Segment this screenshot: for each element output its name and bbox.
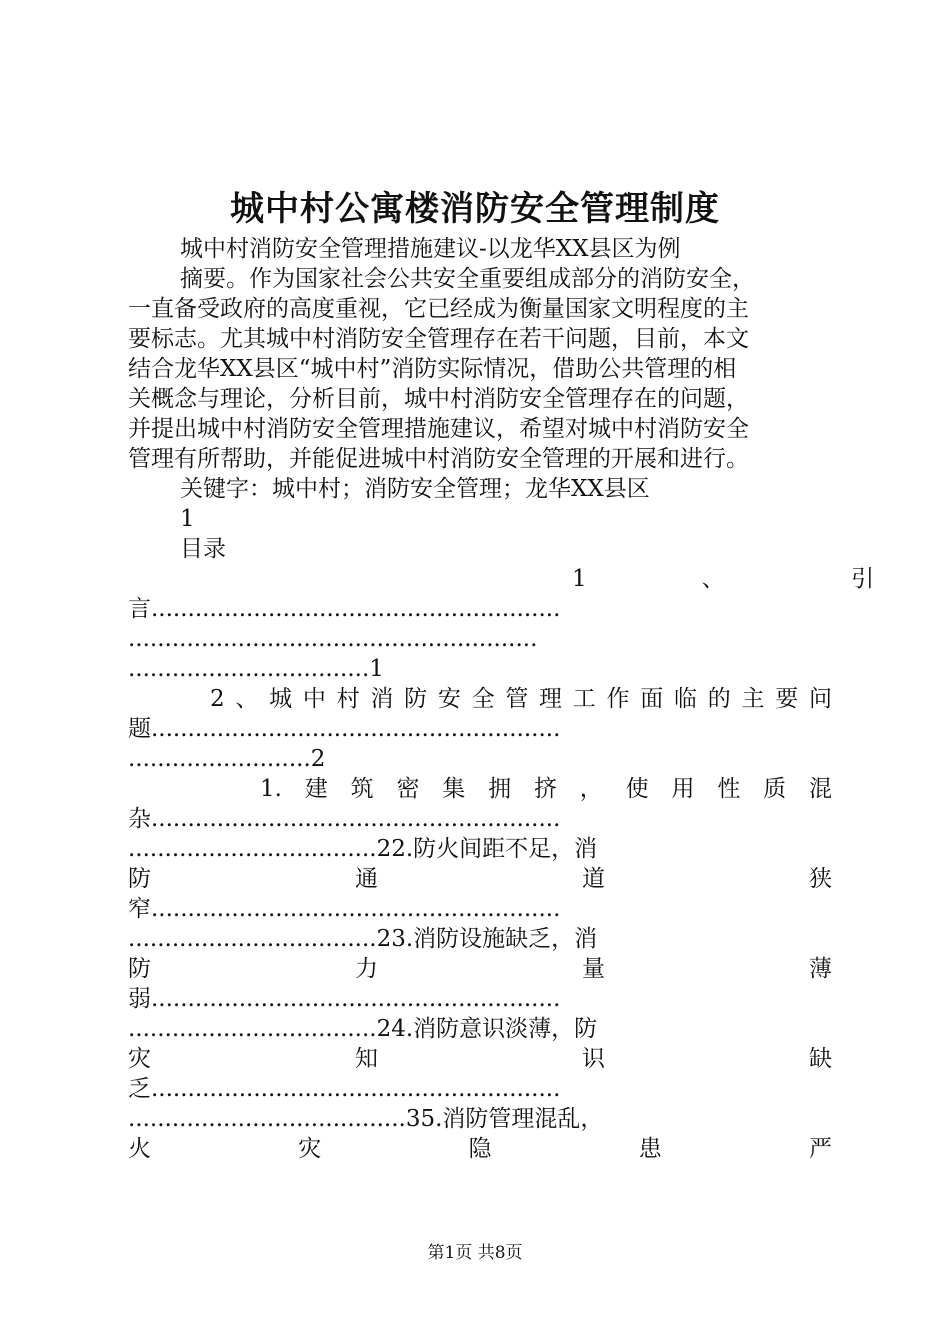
abstract-line: 一直备受政府的高度重视，它已经成为衡量国家文明程度的主 <box>128 296 749 322</box>
abstract-line: 结合龙华XX县区“城中村”消防实际情况，借助公共管理的相 <box>128 356 737 382</box>
abstract-line: 要标志。尤其城中村消防安全管理存在若干问题，目前，本文 <box>128 326 749 352</box>
toc-line[interactable]: 防 通 道 狭 <box>128 866 832 892</box>
toc-line[interactable]: 防 力 量 薄 <box>128 956 832 982</box>
toc-line[interactable]: 窄........................................................ <box>128 896 561 922</box>
document-body <box>128 234 875 1164</box>
toc-line[interactable]: 1 、 引 <box>572 566 875 592</box>
subtitle-line: 城中村消防安全管理措施建议-以龙华XX县区为例 <box>180 236 681 262</box>
toc-line[interactable]: 灾 知 识 缺 <box>128 1046 832 1072</box>
toc-line[interactable]: 题........................................................ <box>128 716 561 742</box>
toc-line[interactable]: 言........................................................ <box>128 596 561 622</box>
table-of-contents <box>128 564 875 1164</box>
document-title: 城中村公寓楼消防安全管理制度 <box>230 189 720 229</box>
toc-line[interactable]: 2、城中村消防安全管理工作面临的主要问 <box>210 686 832 712</box>
toc-heading: 目录 <box>180 536 226 562</box>
toc-line[interactable]: .........................2 <box>128 746 326 772</box>
toc-line[interactable]: .................................1 <box>128 656 384 682</box>
abstract-line: 并提出城中村消防安全管理措施建议，希望对城中村消防安全 <box>128 416 749 442</box>
page-marker: 1 <box>180 506 195 532</box>
abstract-line: 摘要。作为国家社会公共安全重要组成部分的消防安全， <box>180 266 755 292</box>
toc-line[interactable]: ........................................................ <box>128 626 538 652</box>
abstract-line: 管理有所帮助，并能促进城中村消防安全管理的开展和进行。 <box>128 446 749 472</box>
toc-line[interactable]: ..................................24.消防意识淡薄，防 <box>128 1016 598 1042</box>
toc-line[interactable]: ..................................23.消防设施缺乏，消 <box>128 926 598 952</box>
keywords-line: 关键字：城中村；消防安全管理；龙华XX县区 <box>180 476 650 502</box>
toc-line[interactable]: 乏........................................................ <box>128 1076 561 1102</box>
toc-line[interactable]: ..................................22.防火间距不足，消 <box>128 836 598 862</box>
toc-line[interactable]: 火 灾 隐 患 严 <box>128 1136 832 1162</box>
abstract-line: 关概念与理论，分析目前，城中村消防安全管理存在的问题， <box>128 386 749 412</box>
toc-line[interactable]: 弱........................................................ <box>128 986 561 1012</box>
toc-line[interactable]: 杂........................................................ <box>128 806 561 832</box>
toc-line[interactable]: ......................................35.消防管理混乱， <box>128 1106 604 1132</box>
page-footer: 第1页 共8页 <box>427 1243 523 1263</box>
toc-line[interactable]: 1.建筑密集拥挤，使用性质混 <box>260 776 832 802</box>
